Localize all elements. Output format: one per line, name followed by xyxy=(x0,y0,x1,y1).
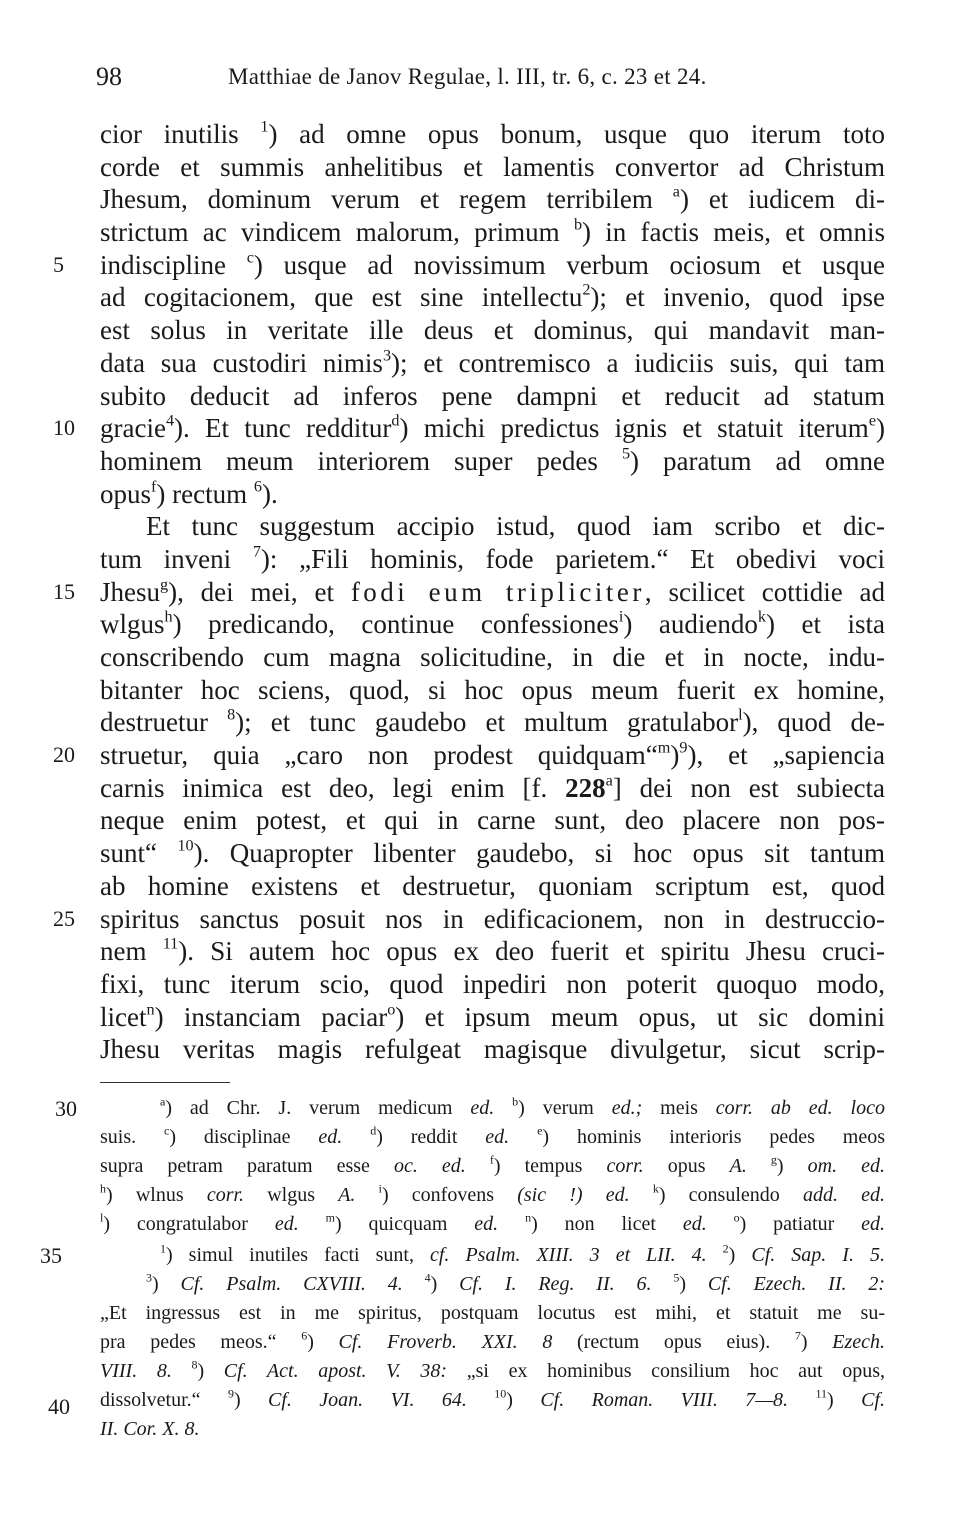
line-number-25: 25 xyxy=(53,905,75,931)
line-number-40: 40 xyxy=(48,1394,70,1419)
text-line-7: est solus in veritate ille deus et dominus, qui mandavit man- xyxy=(100,315,885,346)
line-number-15: 15 xyxy=(53,578,75,604)
apparatus-line-4: $^h$) wlnus corr. wlgus A. $^i$) confovens (sic !) ed. $^k$) consulendo add. ed. xyxy=(100,1181,885,1206)
reference-line-2: $^3$) Cf. Psalm. CXVIII. 4. $^4$) Cf. I. Reg. II. 6. $^5$) Cf. Ezech. II. 2: xyxy=(146,1270,885,1295)
text-line-23: sunt“ $^{10}$). Quapropter libenter gaudebo, si hoc opus sit tantum xyxy=(100,836,885,869)
line-number-10: 10 xyxy=(53,415,75,441)
text-line-14: tum inveni $^7$): „Fili hominis, fode parietem.“ Et obedivi voci xyxy=(100,542,885,574)
page-number: 98 xyxy=(96,62,122,91)
reference-line-3: „Et ingressus est in me spiritus, postquam locutus est mihi, et statuit me su- xyxy=(100,1302,885,1324)
reference-line-4: pra pedes meos.“ $^6$) Cf. Froverb. XXI. 8 (rectum opus eius). $^7$) Ezech. xyxy=(100,1328,885,1353)
text-line-21: carnis inimica est deo, legi enim [f. 228$^a$] dei non est subiecta xyxy=(100,771,886,803)
text-line-26: nem $^{11}$). Si autem hoc opus ex deo fuerit et spiritu Jhesu cruci- xyxy=(100,934,885,967)
reference-line-1: 35 $^1$) simul inutiles facti sunt, cf. Psalm. XIII. 3 et LII. 4. $^2$) Cf. Sap. I. 5. xyxy=(40,1241,885,1268)
text-line-12: opus$^f$) rectum $^6$). xyxy=(100,477,278,509)
apparatus-line-1: 30 $^a$) ad Chr. J. verum medicum ed. $^b$) verum ed.; meis corr. ab ed. loco xyxy=(55,1094,885,1121)
reference-line-6: 40 dissolvetur.“ $^9$) Cf. Joan. VI. 64. $^{10}$) Cf. Roman. VIII. 7—8. $^{11}$) Cf. xyxy=(48,1386,885,1419)
text-line-22: neque enim potest, et qui in carne sunt, deo placere non pos- xyxy=(100,805,885,836)
text-line-18: bitanter hoc sciens, quod, si hoc opus meum fuerit ex homine, xyxy=(100,674,885,705)
text-line-4: strictum ac vindicem malorum, primum $^b$) in factis meis, et omnis xyxy=(100,215,886,248)
apparatus-line-5: $^l$) congratulabor ed. $^m$) quicquam ed. $^n$) non licet ed. $^o$) patiatur ed. xyxy=(100,1210,886,1235)
text-line-8: data sua custodiri nimis$^3$); et contremisco a iudiciis suis, qui tam xyxy=(100,346,886,378)
apparatus-line-2: suis. $^c$) disciplinae ed. $^d$) reddit ed. $^e$) hominis interioris pedes meos xyxy=(100,1123,886,1148)
text-line-13: Et tunc suggestum accipio istud, quod iam scribo et dic- xyxy=(146,511,885,542)
source-references xyxy=(40,1241,886,1444)
text-line-3: Jhesum, dominum verum et regem terribilem $^a$) et iudicem di- xyxy=(100,183,885,215)
line-number-20: 20 xyxy=(53,742,75,768)
reference-line-7: II. Cor. X. 8. xyxy=(100,1418,200,1440)
text-line-19: destruetur $^8$); et tunc gaudebo et multum gratulabor$^l$), quod de- xyxy=(100,706,885,738)
line-number-35: 35 xyxy=(40,1243,62,1268)
textual-apparatus xyxy=(55,1094,886,1239)
text-line-20: 20 struetur, quia „caro non prodest quidquam“$^m$)$^9$), et „sapiencia xyxy=(53,738,886,771)
running-header xyxy=(96,62,886,102)
text-line-9: subito deducit ad inferos pene dampni et reducit ad statum xyxy=(100,380,885,411)
text-line-2: corde et summis anhelitibus et lamentis convertor ad Christum xyxy=(100,151,885,182)
text-line-6: ad cogitacionem, que est sine intellectu$^2$); et invenio, quod ipse xyxy=(100,281,885,313)
text-line-27: fixi, tunc iterum scio, quod inpediri non poterit quoquo modo, xyxy=(100,968,885,999)
reference-line-5: VIII. 8. $^8$) Cf. Act. apost. V. 38: „si ex hominibus consilium hoc aut opus, xyxy=(100,1357,886,1382)
running-title: Matthiae de Janov Regulae, l. III, tr. 6, c. 23 et 24. xyxy=(228,64,707,89)
text-line-24: ab homine existens et destruetur, quoniam scriptum est, quod xyxy=(100,870,885,901)
main-text xyxy=(53,117,886,1066)
text-line-28: licet$^n$) instanciam paciar$^o$) et ipsum meum opus, ut sic domini xyxy=(100,1000,885,1032)
text-line-25: 25 spiritus sanctus posuit nos in edificacionem, non in destruccio- xyxy=(53,903,885,934)
line-number-30: 30 xyxy=(55,1096,77,1121)
text-line-16: wlgus$^h$) predicando, continue confessiones$^i$) audiendo$^k$) et ista xyxy=(100,607,885,640)
apparatus-line-3: supra petram paratum esse oc. ed. $^f$) tempus corr. opus A. $^g$) om. ed. xyxy=(100,1152,886,1177)
text-line-17: conscribendo cum magna solicitudine, in die et in nocte, indu- xyxy=(100,642,885,672)
text-line-15: 15 Jhesu$^g$), dei mei, et fodi eum tripliciter, scilicet cottidie ad xyxy=(53,575,886,607)
text-line-10: 10 gracie$^4$). Et tunc redditur$^d$) michi predictus ignis et statuit iterum$^e$) xyxy=(53,411,885,444)
text-line-1: cior inutilis $^1$) ad omne opus bonum, usque quo iterum toto xyxy=(100,117,885,149)
text-line-29: Jhesu veritas magis refulgeat magisque divulgetur, sicut scrip- xyxy=(100,1034,885,1065)
text-line-11: hominem meum interiorem super pedes $^5$) paratum ad omne xyxy=(100,444,885,476)
footnote-separator xyxy=(100,1082,230,1083)
text-line-5: 5 indiscipline $^c$) usque ad novissimum verbum ociosum et usque xyxy=(53,248,885,280)
line-number-5: 5 xyxy=(53,251,64,277)
